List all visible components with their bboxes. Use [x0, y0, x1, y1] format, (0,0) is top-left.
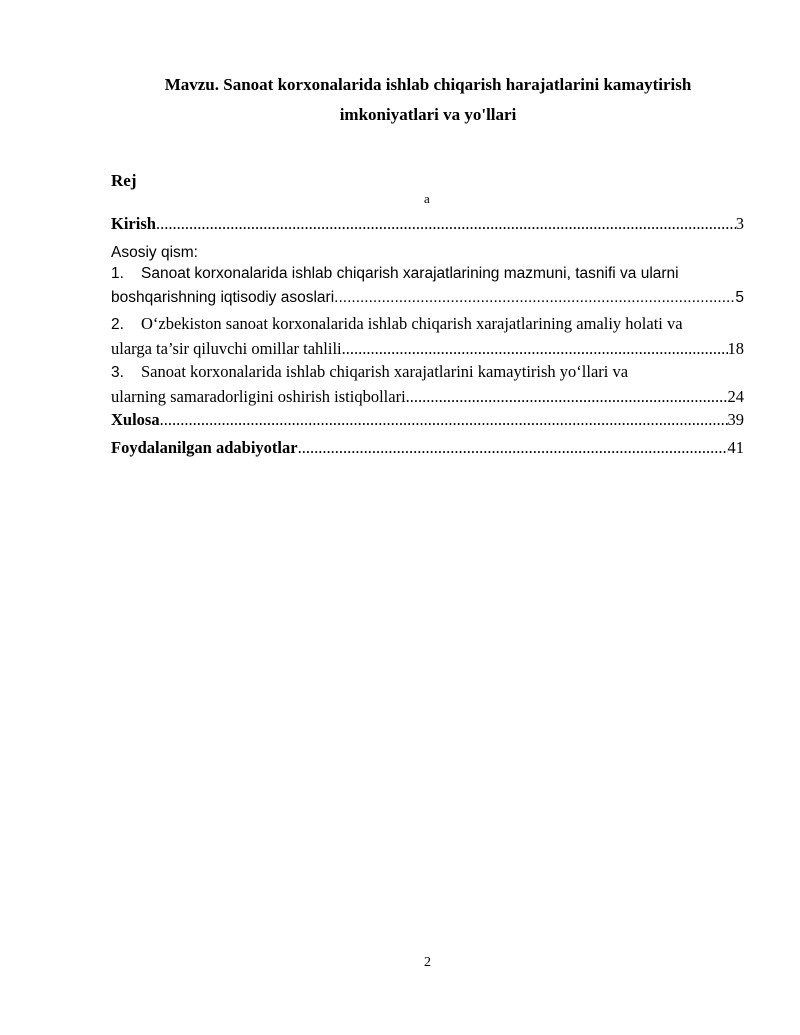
toc-entry-text: Sanoat korxonalarida ishlab chiqarish xarajatlarining mazmuni, tasnifi va ularni — [141, 265, 679, 282]
toc-entry-2[interactable] — [111, 312, 744, 361]
toc-entry-3-line-1 — [111, 360, 744, 385]
toc-entry-text: Sanoat korxonalarida ishlab chiqarish xarajatlarini kamaytirish yo‘llari va — [141, 362, 629, 381]
toc-entry-text: ularning samaradorligini oshirish istiqbollari — [111, 387, 406, 406]
toc-entry-text: O‘zbekiston sanoat korxonalarida ishlab chiqarish xarajatlarining amaliy holati va — [141, 314, 683, 333]
document-title-line-1: Mavzu. Sanoat korxonalarida ishlab chiqarish harajatlarini kamaytirish — [164, 75, 692, 94]
toc-leader-dots — [342, 337, 728, 361]
toc-leader-dots — [156, 212, 736, 236]
asosiy-qism-label: Asosiy qism: — [111, 244, 198, 261]
toc-entry-number: 3. — [111, 364, 124, 381]
toc-entry-number: 2. — [111, 316, 124, 333]
toc-entry-3[interactable] — [111, 360, 744, 409]
toc-entry-xulosa[interactable] — [111, 408, 744, 432]
toc-entry-text: ularga ta’sir qiluvchi omillar tahlili — [111, 339, 342, 358]
toc-label: Kirish — [111, 214, 156, 233]
toc-leader-dots — [334, 286, 735, 310]
toc-page-number: 5 — [735, 289, 744, 306]
toc-leader-dots — [406, 385, 728, 409]
toc-leader-dots — [160, 408, 728, 432]
toc-page-number: 39 — [727, 410, 744, 429]
toc-label: Xulosa — [111, 410, 160, 429]
toc-page-number: 41 — [727, 438, 744, 457]
toc-page-number: 3 — [735, 214, 744, 233]
toc-page-number: 24 — [727, 387, 744, 406]
toc-leader-dots — [298, 436, 728, 460]
toc-entry-kirish[interactable] — [111, 212, 744, 236]
toc-entry-1-line-2 — [111, 286, 744, 310]
toc-label: Foydalanilgan adabiyotlar — [111, 438, 298, 457]
toc-entry-text: boshqarishning iqtisodiy asoslari — [111, 289, 335, 306]
toc-entry-1[interactable] — [111, 262, 744, 310]
document-title-line-2: imkoniyatlari va yo'llari — [339, 105, 517, 124]
page-number: 2 — [424, 955, 431, 970]
toc-entry-2-line-2 — [111, 337, 744, 361]
toc-entry-adabiyotlar[interactable] — [111, 436, 744, 460]
toc-page-number: 18 — [727, 339, 744, 358]
plan-heading-tail: a — [424, 191, 430, 206]
toc-entry-2-line-1 — [111, 312, 744, 337]
toc-entry-3-line-2 — [111, 385, 744, 409]
plan-heading: Rej — [111, 171, 137, 190]
toc-entry-number: 1. — [111, 265, 124, 282]
toc-entry-1-line-1 — [111, 262, 744, 286]
